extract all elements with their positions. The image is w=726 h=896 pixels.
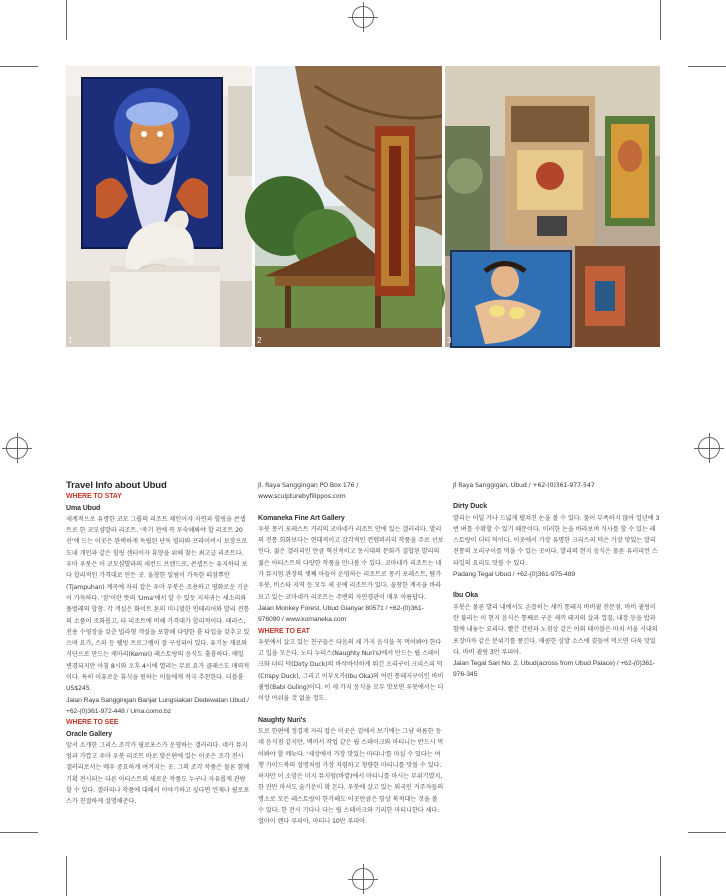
- photo-number: 2: [257, 336, 262, 345]
- article-title: Travel Info about Ubud: [66, 480, 167, 491]
- column-2: [258, 480, 445, 826]
- place-description: 도로 한편에 정겹게 자리 잡은 이곳은 겉에서 보기에는 그냥 허름한 동네 음식점 같지만, 맥머서 작업 같은 립 스테이크와 마티니는 반드시 먹어봐야 할 메뉴다. '세상에서 가장 맛있는 마티니'를 마실 수 있다는 여행 가이드북의 설명처럼 가장 저렴하고 청량한 마티니를 맛볼 수 있다. 허자만 이 소맘은 미지 뮤지엄(바깥)에서 마티니를 마시는 부위기였지, 한 잔만 마셔도 술기운이 확 돈다. 우붓에 살고 있는 외국인 거주자들의 명소로 모든 레스토랑이 한가해도 이곳만큼은 항상 북적대는 것을 볼 수 있다. 한 잔시 기다나 다는 립 스테이크와 기리한 마티니한다 세다. 얼마이 렌다 루피아, 마티니 10만 루피아.: [258, 727, 444, 826]
- place-name-naughty-nuris: Naughty Nuri's: [258, 716, 307, 724]
- place-name-dirty-duck: Dirty Duck: [453, 503, 488, 511]
- eat-intro: 우붓에서 살고 있는 친구들은 다음의 세 가지 음식을 꼭 먹어봐야 한다고 입을 모은다. 노티 누리스(Naughty Nuri's)에서 만드는 립 스테이크와 더티 덕(Dirty Duck)의 바삭바삭하게 튀긴 오리구이 크리스피 덕(Crispy Duck), 그리고 이부오카(Ibu Oka)의 어린 통돼지구이인 바비 궐링(Babi Guling)이다. 이 세 가지 음식을 모두 맛보면 우붓에서는 더 이상 아쉬울 것 없을 정도.: [258, 638, 444, 703]
- place-address: Jl Raya Sanggigan, Ubud / +62-(0)361-977-547: [453, 482, 595, 489]
- photo-number: 3: [447, 336, 452, 345]
- photo-number: 1: [68, 336, 73, 345]
- place-address: Padang Tegal Ubud / +62-(0)361-975-489: [453, 571, 576, 579]
- column-1: [66, 480, 251, 806]
- place-description: 앞서 소개한 그리스 조각가 필로포스가 운영하는 갤러리다. 네카 뮤지엄과 가깝고 우마 우붓 리조트 바로 맞은편에 있는 이곳은 조각 전시 갤러리로서는 매우 중요하게 여겨지는 곳. 그의 조각 작품은 물론 함께 기획 전시되는 다른 아티스트의 새로운 작품도 누구나 자유롭게 관람할 수 있다. 갤러리나 작품에 대해서 이야기하고 싶다면 언제나 필로포스가 친절하게 설명해준다.: [66, 741, 250, 806]
- place-name-komaneka: Komaneka Fine Art Gallery: [258, 514, 345, 522]
- place-address: Jalan Monkey Forest, Ubud Gianyar 80571 / +62-(0)361-976090 / www.komaneka.com: [258, 604, 424, 624]
- section-heading-eat: WHERE TO EAT: [258, 627, 310, 635]
- photo-thatched-roof: [255, 66, 442, 347]
- section-heading-stay: WHERE TO STAY: [66, 493, 122, 501]
- place-name-ibu-oka: Ibu Oka: [453, 592, 478, 600]
- photo-shrine-paintings: [445, 66, 660, 347]
- place-name-oracle-gallery: Oracle Gallery: [66, 730, 113, 738]
- photo-gallery-sculpture: [66, 66, 252, 347]
- place-address: Jalan Raya Sanggingan Banjar Lungsiakan Dedewatan Ubud / +62-(0)361-972-448 / Uma.como.bz: [66, 696, 249, 715]
- place-description: 우붓은 물론 발리 내에서도 손꼽히는 새끼 통돼지 바비궐 전문점. 바비 궐링이란 불리는 이 현지 음식은 통째로 구운 새끼 돼지의 살과 껍질, 내장 등을 밥과 함께 내놓는 요리다. 빨간 간판과 노점상 같은 아외 테이블은 마치 서울 시내의 포장마차 같은 분위기를 풍긴다. 매콤한 삼발 소스에 곁들여 먹으면 더욱 맛있다. 바비 궐링 3만 루피아.: [453, 603, 658, 656]
- column-3: [453, 480, 660, 681]
- place-description: 우붓 몽키 포레스트 거리의 코마네카 리조트 안에 있는 갤러리다. 발리의 전통 회화보다는 현대적이고 감각적인 컨템퍼러리 작품을 주로 선보인다. 젊은 갤러리인 만큼 혁신적이고 동시대의 문화가 결합된 발리의 젊은 아티스트의 다양한 작품을 만나볼 수 있다. 코마네카 리조트는 네가 뮤지엄 관장의 셋째 아들이 운영하는 리조트로 몽키 포레스트, 탐가 우붓, 비스타 지역 등 모두 세 곳에 리조트가 있다. 울창한 계곡을 바라보고 있는 코마네카 리조트는 주변의 자연경관이 매우 아름답다.: [258, 525, 444, 601]
- place-description: 세계적으로 유명한 코모 그룹의 리조트 체인이자 자연과 힐링을 콘셉트로 한 코모샴발라 리조트. '죽기 전에 꼭 투숙해봐야 할 리조트 20선'에 드는 이곳은 완벽하게 독립된 단독 빌라와 프라이버시 보장으로 도내 개인과 같은 힐링 센터이자 휴양을 위해 찾는 최고급 리조트다. 우마 우붓은 이 코모샴발라의 세컨드 브랜드로, 콘셉트는 유지하되 보다 합리적인 가격대로 만든 곳. 울창한 밀림이 가득한 띠잠뿌안(Tjampuhan) 계곡에 자리 잡은 우마 우붓은 조용하고 평화로운 기운이 가득하다. '잠'이란 뜻의 'Uma'에서 알 수 있듯 지저귀는 새소리와 풀벌레의 합창. 각 객실은 화이트 톤의 미니멀한 인테리어와 발리 전통의 소품이 조화롭고, 타 리조트에 비해 가격대가 합리적이다. 테라스, 전용 수영장을 갖춘 빌라형 객실을 포함해 다양한 룸 타입을 갖추고 있으며 요가, 스파 등 웰빙 프로그램이 잘 구성되어 있다. 유기농 재료와 식단으로 만드는 케마리(Kemiri) 레스토랑의 음식도 훌륭하다. 매일 변경되지만 아침 8시와 오후 4시에 열리는 무료 요가 클래스도 매력적이다. 특히 이유로운 휴식을 원하는 이들에게 적극 추천한다. 더블룸 US$245.: [66, 515, 250, 693]
- place-description: 발리는 어딜 가나 드넓게 펼쳐진 논을 볼 수 있다. 물이 부족하지 않아 일년에 3번 벼를 수확할 수 있기 때문이다. 이러한 논을 바라보며 식사를 할 수 있는 레스토랑이 더티 덕이다. 이곳에서 가장 유명한 크리스피 덕은 가장 맛있는 발리 전통의 오리구이를 먹을 수 있는 곳이다. 발리의 현지 음식은 물론 유러피언 스타일의 요리도 맛볼 수 있다.: [453, 514, 660, 567]
- place-address: Jalan Tegal Sari No. 2, Ubud(across from Ubud Palace) / +62-(0)361-976-345: [453, 660, 655, 679]
- section-heading-see: WHERE TO SEE: [66, 719, 119, 727]
- place-name-uma-ubud: Uma Ubud: [66, 504, 101, 512]
- place-address: Jl. Raya Sanggingan PO Box 176 / www.sculpturebyfilippos.com: [258, 482, 359, 501]
